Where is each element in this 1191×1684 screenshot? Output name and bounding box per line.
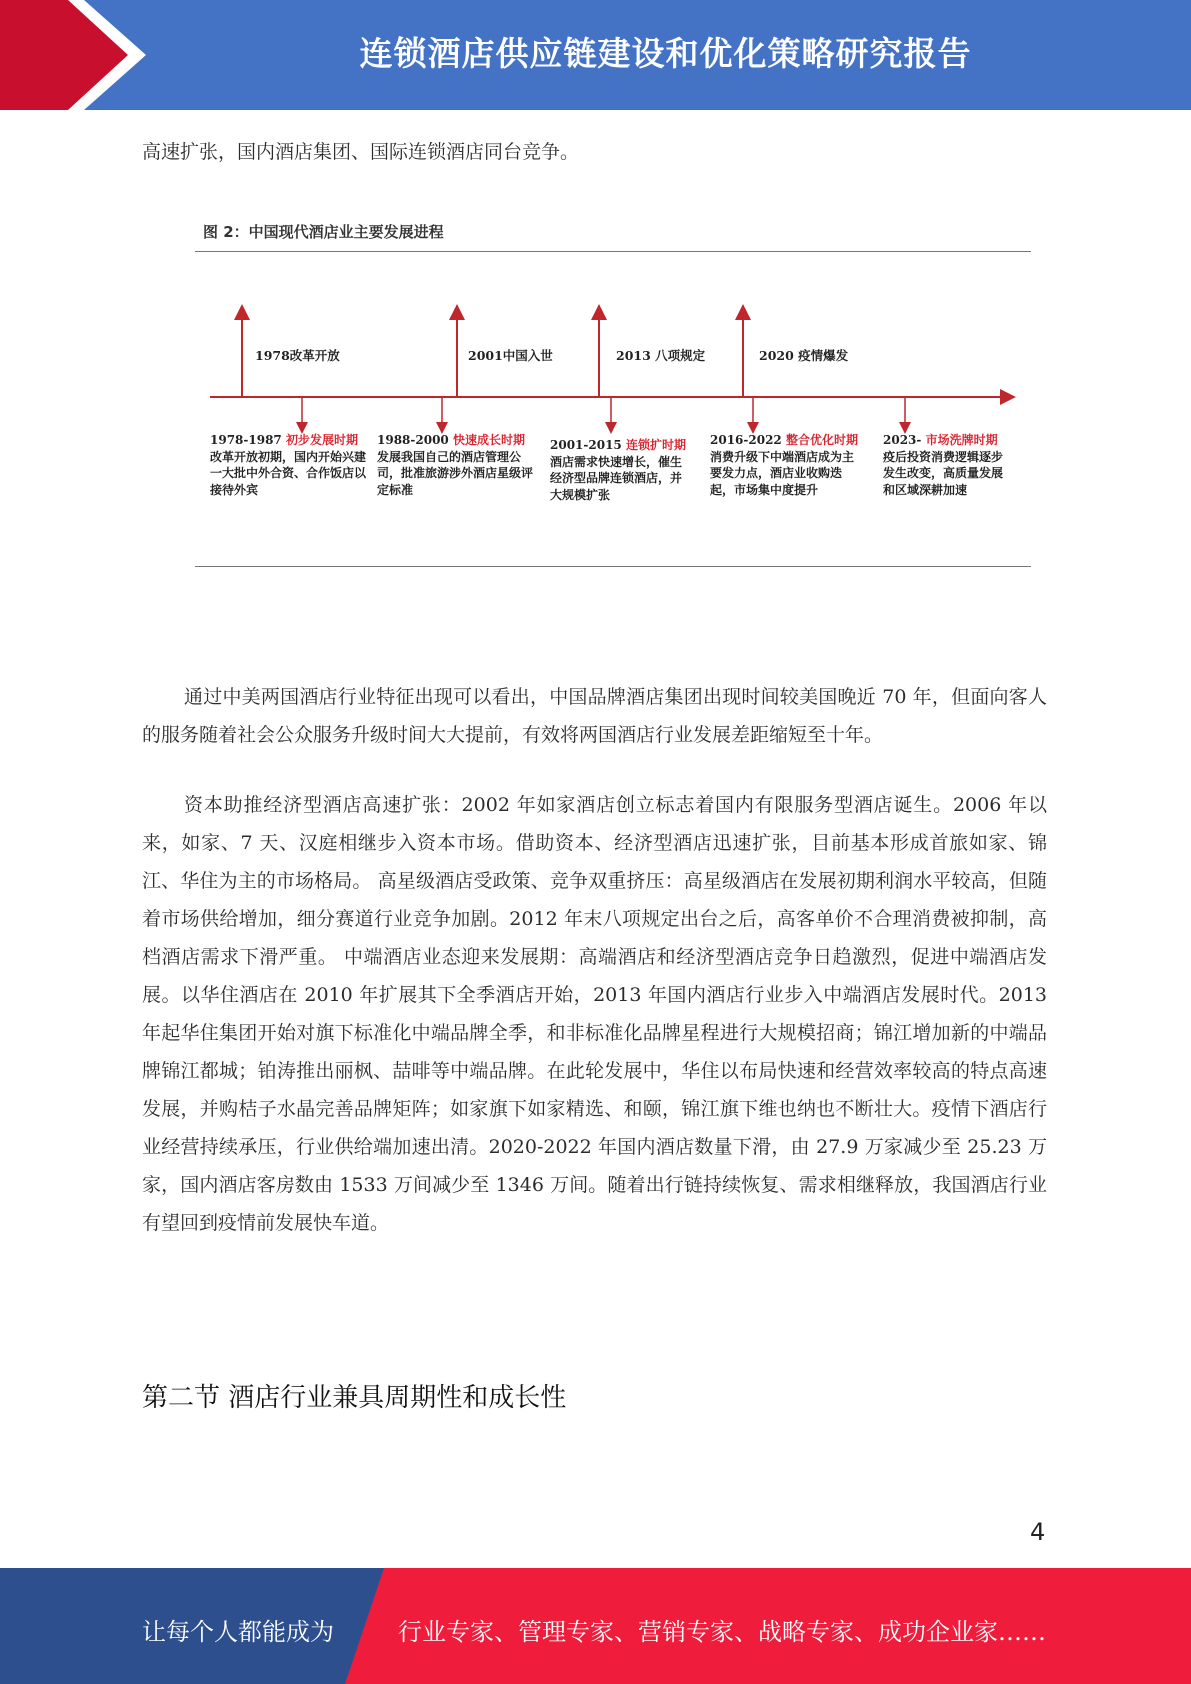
phase-block-4 [710, 432, 860, 498]
timeline-figure [190, 210, 1040, 580]
section-title: 第二节 酒店行业兼具周期性和成长性 [142, 1383, 567, 1413]
phase-block-3 [550, 437, 686, 503]
figure-title: 图 2：中国现代酒店业主要发展进程 [203, 223, 444, 241]
phase-block-2 [377, 432, 537, 498]
page-number: 4 [1030, 1518, 1046, 1546]
phase-name: 快速成长时期 [452, 433, 525, 447]
body-paragraph-1: 通过中美两国酒店行业特征出现可以看出，中国品牌酒店集团出现时间较美国晚近 70 年，但面向客人的服务随着社会公众服务升级时间大大提前，有效将两国酒店行业发展差距缩短至十年。 [142, 686, 1047, 746]
intro-line: 高速扩张，国内酒店集团、国际连锁酒店同台竞争。 [142, 141, 580, 163]
header-chevron-decoration [0, 0, 160, 110]
phase-range: 1978-1987 [210, 433, 282, 447]
phase-description: 消费升级下中端酒店成为主要发力点，酒店业收购迭起，市场集中度提升 [710, 449, 855, 497]
phase-name: 整合优化时期 [785, 433, 858, 447]
phase-block-5 [883, 432, 1013, 498]
phase-description: 疫后投资消费逻辑逐步发生改变，高质量发展和区域深耕加速 [883, 449, 1004, 497]
body-paragraph-2: 资本助推经济型酒店高速扩张：2002 年如家酒店创立标志着国内有限服务型酒店诞生。2006 年以来，如家、7 天、汉庭相继步入资本市场。借助资本、经济型酒店迅速扩张，目前基本形成首旅如家、锦江、华住为主的市场格局。 高星级酒店受政策、竞争双重挤压：高星级酒店在发展初期利润水平较高，但随着市场供给增加，细分赛道行业竞争加剧。2012 年末八项规定出台之后，高客单价不合理消费被抑制，高档酒店需求下滑严重。 中端酒店业态迎来发展期：高端酒店和经济型酒店竞争日趋激烈，促进中端酒店发展。以华住酒店在 2010 年扩展其下全季酒店开始，2013 年国内酒店行业步入中端酒店发展时代。2013 年起华住集团开始对旗下标准化中端品牌全季，和非标准化品牌星程进行大规模招商；锦江增加新的中端品牌锦江都城；铂涛推出丽枫、喆啡等中端品牌。在此轮发展中，华住以布局快速和经营效率较高的特点高速发展，并购桔子水晶完善品牌矩阵；如家旗下如家精选、和颐，锦江旗下维也纳也不断壮大。疫情下酒店行业经营持续承压，行业供给端加速出清。2020-2022 年国内酒店数量下滑，由 27.9 万家减少至 25.23 万家，国内酒店客房数由 1533 万间减少至 1346 万间。随着出行链持续恢复、需求相继释放，我国酒店行业有望回到疫情前发展快车道。 [142, 794, 1047, 1234]
phase-description: 改革开放初期，国内开始兴建一大批中外合资、合作饭店以接待外宾 [210, 449, 367, 497]
phase-description: 发展我国自己的酒店管理公司，批准旅游涉外酒店星级评定标准 [377, 449, 534, 497]
phase-range: 2023- [883, 433, 922, 447]
phase-range: 2001-2015 [550, 438, 622, 452]
phase-range: 2016-2022 [710, 433, 782, 447]
phase-name: 连锁扩时期 [625, 438, 686, 452]
header-title: 连锁酒店供应链建设和优化策略研究报告 [359, 34, 972, 73]
phase-range: 1988-2000 [377, 433, 449, 447]
event-label-1978: 1978改革开放 [255, 348, 340, 363]
page-header [0, 0, 1191, 110]
event-label-2001: 2001中国入世 [468, 348, 553, 363]
timeline-axis [190, 210, 1040, 580]
event-label-2013: 2013 八项规定 [616, 348, 706, 363]
phase-description: 酒店需求快速增长，催生经济型品牌连锁酒店，并大规模扩张 [550, 454, 683, 502]
footer-slogan-right: 行业专家、管理专家、营销专家、战略专家、成功企业家…… [398, 1618, 1046, 1646]
page-footer [0, 1568, 1191, 1684]
phase-block-1 [210, 432, 370, 498]
phase-name: 市场洗牌时期 [925, 433, 998, 447]
event-label-2020: 2020 疫情爆发 [759, 348, 849, 363]
phase-name: 初步发展时期 [285, 433, 358, 447]
footer-slogan-left: 让每个人都能成为 [142, 1618, 334, 1646]
